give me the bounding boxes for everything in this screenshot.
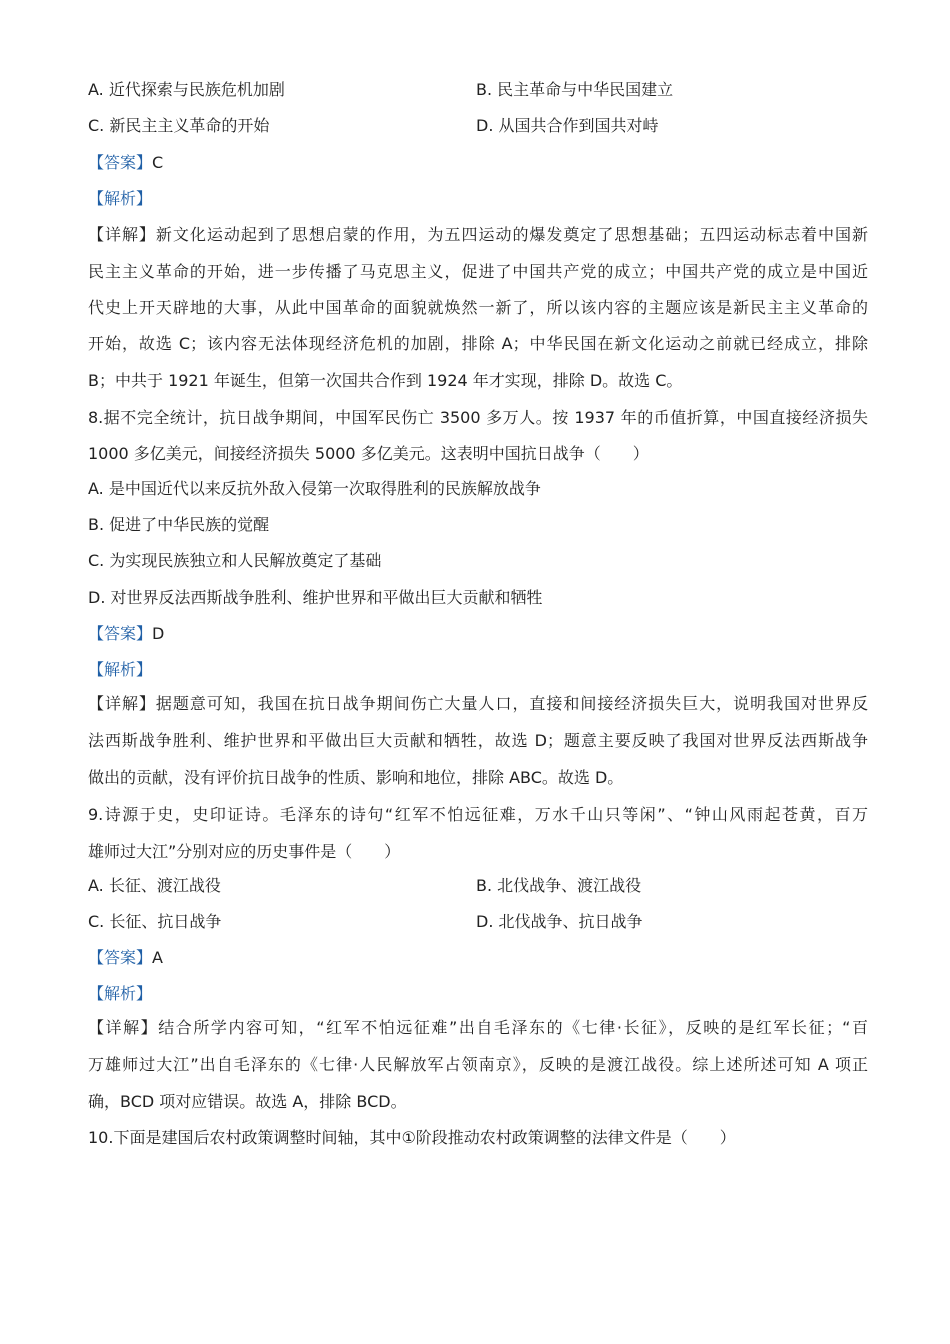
- q9-stem-line-2: 雄师过大江”分别对应的历史事件是（ ）: [88, 842, 401, 861]
- detail-tag: 【详解】: [88, 225, 156, 244]
- q9-detail-line-2: 万雄师过大江”出自毛泽东的《七律·人民解放军占领南京》，反映的是渡江战役。综上述所述可知 A 项正: [88, 1055, 868, 1074]
- detail-text: 结合所学内容可知，“红军不怕远征难”出自毛泽东的《七律·长征》，反映的是红军长征；“百: [158, 1018, 868, 1037]
- q9-option-c: C. 长征、抗日战争: [88, 912, 222, 931]
- q7-detail-line-1: [88, 224, 868, 246]
- q9-option-a: A. 长征、渡江战役: [88, 876, 221, 895]
- q10-stem: 10.下面是建国后农村政策调整时间轴，其中①阶段推动农村政策调整的法律文件是（ ）: [88, 1128, 736, 1147]
- q8-answer: [88, 623, 868, 645]
- q9-answer: [88, 947, 868, 969]
- q7-option-d: D. 从国共合作到国共对峙: [476, 116, 659, 135]
- answer-tag: 【答案】: [88, 624, 153, 643]
- q9-detail-line-1: [88, 1017, 868, 1039]
- detail-text: 新文化运动起到了思想启蒙的作用，为五四运动的爆发奠定了思想基础；五四运动标志着中国新: [155, 225, 868, 244]
- q7-detail-line-4: 开始，故选 C；该内容无法体现经济危机的加剧，排除 A；中华民国在新文化运动之前就已经成立，排除: [88, 334, 868, 353]
- detail-text: 据题意可知，我国在抗日战争期间伤亡大量人口，直接和间接经济损失巨大，说明我国对世界反: [155, 694, 868, 713]
- q9-stem-line-1: 9.诗源于史，史印证诗。毛泽东的诗句“红军不怕远征难，万水千山只等闲”、“钟山风雨起苍黄，百万: [88, 805, 868, 824]
- q7-option-b: B. 民主革命与中华民国建立: [476, 80, 674, 99]
- q7-detail-line-3: 代史上开天辟地的大事，从此中国革命的面貌就焕然一新了，所以该内容的主题应该是新民主主义革命的: [88, 298, 868, 317]
- q8-stem-line-2: 1000 多亿美元，间接经济损失 5000 多亿美元。这表明中国抗日战争（ ）: [88, 444, 649, 463]
- answer-tag: 【答案】: [88, 153, 153, 172]
- q7-option-a: A. 近代探索与民族危机加剧: [88, 80, 285, 99]
- q7-option-c: C. 新民主主义革命的开始: [88, 116, 270, 135]
- analysis-tag: 【解析】: [88, 984, 153, 1003]
- q9-analysis-label: [88, 983, 868, 1005]
- q7-detail-line-5: B；中共于 1921 年诞生，但第一次国共合作到 1924 年才实现，排除 D。故选 C。: [88, 371, 683, 390]
- q8-detail-line-2: 法西斯战争胜利、维护世界和平做出巨大贡献和牺牲，故选 D；题意主要反映了我国对世界反法西斯战争: [88, 731, 868, 750]
- q8-option-b: B. 促进了中华民族的觉醒: [88, 515, 270, 534]
- q8-stem-line-1: 8.据不完全统计，抗日战争期间，中国军民伤亡 3500 多万人。按 1937 年的币值折算，中国直接经济损失: [88, 408, 868, 427]
- q7-analysis-label: [88, 188, 868, 210]
- q8-option-a: A. 是中国近代以来反抗外敌入侵第一次取得胜利的民族解放战争: [88, 479, 541, 498]
- q8-option-c: C. 为实现民族独立和人民解放奠定了基础: [88, 551, 382, 570]
- answer-value: A: [152, 948, 163, 967]
- q8-option-d: D. 对世界反法西斯战争胜利、维护世界和平做出巨大贡献和牺牲: [88, 588, 543, 607]
- q7-answer: [88, 152, 868, 174]
- answer-tag: 【答案】: [88, 948, 153, 967]
- q8-detail-line-1: [88, 693, 868, 715]
- answer-value: C: [152, 153, 164, 172]
- analysis-tag: 【解析】: [88, 660, 153, 679]
- q8-detail-line-3: 做出的贡献，没有评价抗日战争的性质、影响和地位，排除 ABC。故选 D。: [88, 768, 624, 787]
- detail-tag: 【详解】: [88, 694, 156, 713]
- detail-tag: 【详解】: [88, 1018, 159, 1037]
- q9-option-d: D. 北伐战争、抗日战争: [476, 912, 643, 931]
- analysis-tag: 【解析】: [88, 189, 153, 208]
- q9-detail-line-3: 确，BCD 项对应错误。故选 A，排除 BCD。: [88, 1092, 407, 1111]
- q9-option-b: B. 北伐战争、渡江战役: [476, 876, 642, 895]
- q7-detail-line-2: 民主主义革命的开始，进一步传播了马克思主义，促进了中国共产党的成立；中国共产党的成立是中国近: [88, 262, 868, 281]
- answer-value: D: [152, 624, 165, 643]
- q8-analysis-label: [88, 659, 868, 681]
